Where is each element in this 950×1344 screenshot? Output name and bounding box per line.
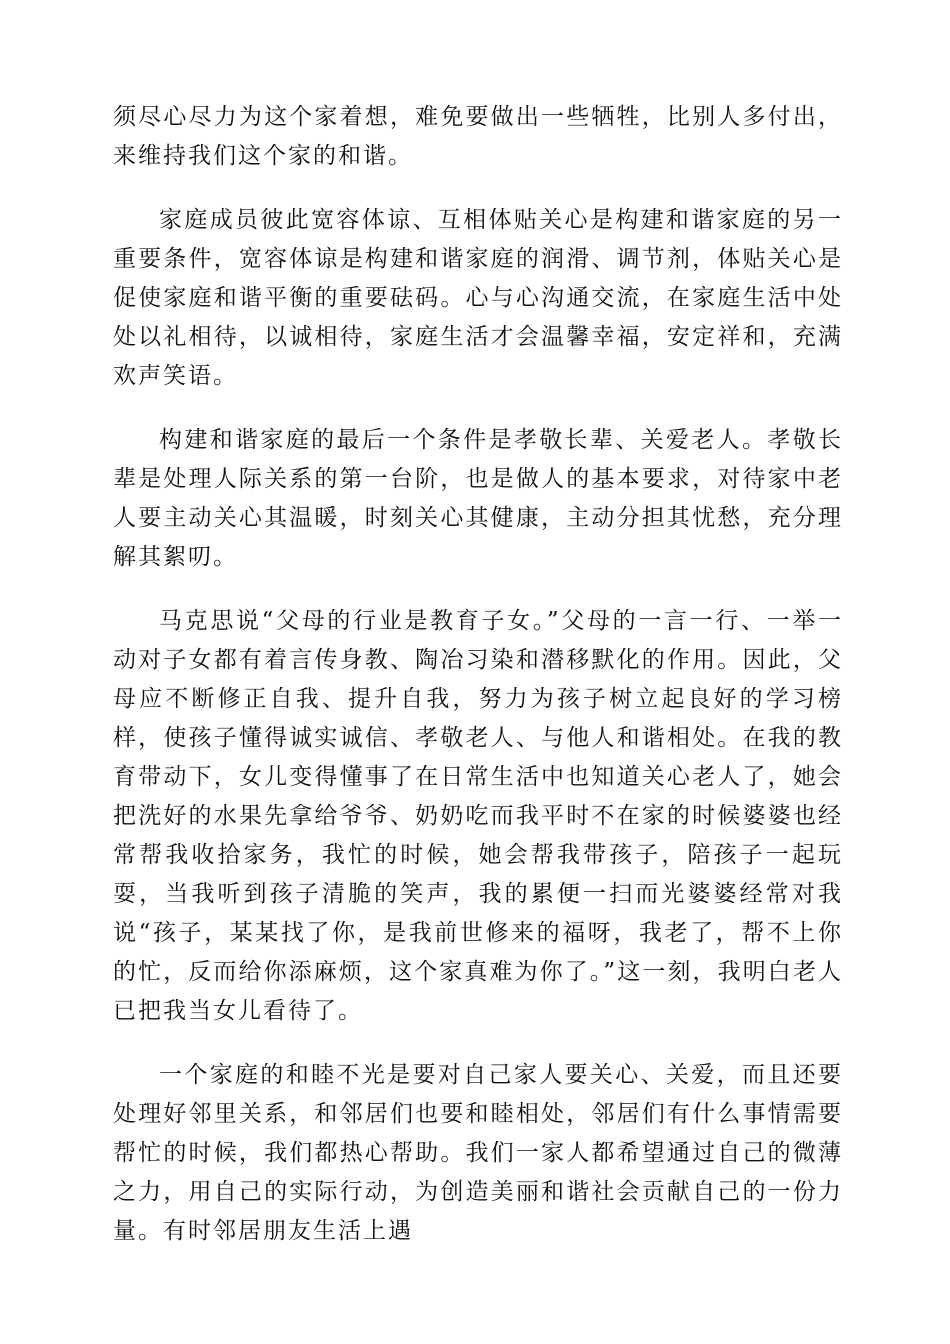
- paragraph-respect-elders: 构建和谐家庭的最后一个条件是孝敬长辈、关爱老人。孝敬长辈是处理人际关系的第一台阶，也是做人的基本要求，对待家中老人要主动关心其温暖，时刻关心其健康，主动分担其忧愁，充分理解其絮叨。: [113, 427, 843, 570]
- paragraph-continuation: 须尽心尽力为这个家着想，难免要做出一些牺牲，比别人多付出，来维持我们这个家的和谐。: [113, 104, 843, 169]
- paragraph-tolerance-care: 家庭成员彼此宽容体谅、互相体贴关心是构建和谐家庭的另一重要条件，宽容体谅是构建和谐家庭的润滑、调节剂，体贴关心是促使家庭和谐平衡的重要砝码。心与心沟通交流，在家庭生活中处处以礼相待，以诚相待，家庭生活才会温馨幸福，安定祥和，充满欢声笑语。: [113, 207, 843, 389]
- document-page: [113, 98, 843, 1276]
- paragraph-parents-education: 马克思说“父母的行业是教育子女。”父母的一言一行、一举一动对子女都有着言传身教、陶冶习染和潜移默化的作用。因此，父母应不断修正自我、提升自我，努力为孩子树立起良好的学习榜样，使孩子懂得诚实诚信、孝敬老人、与他人和谐相处。在我的教育带动下，女儿变得懂事了在日常生活中也知道关心老人了，她会把洗好的水果先拿给爷爷、奶奶吃而我平时不在家的时候婆婆也经常帮我收拾家务，我忙的时候，她会帮我带孩子，陪孩子一起玩耍，当我听到孩子清脆的笑声，我的累便一扫而光婆婆经常对我说“孩子，某某找了你，是我前世修来的福呀，我老了，帮不上你的忙，反而给你添麻烦，这个家真难为你了。”这一刻，我明白老人已把我当女儿看待了。: [113, 608, 843, 1024]
- paragraph-neighbors: 一个家庭的和睦不光是要对自己家人要关心、关爱，而且还要处理好邻里关系，和邻居们也要和睦相处，邻居们有什么事情需要帮忙的时候，我们都热心帮助。我们一家人都希望通过自己的微薄之力，用自己的实际行动，为创造美丽和谐社会贡献自己的一份力量。有时邻居朋友生活上遇: [113, 1062, 843, 1244]
